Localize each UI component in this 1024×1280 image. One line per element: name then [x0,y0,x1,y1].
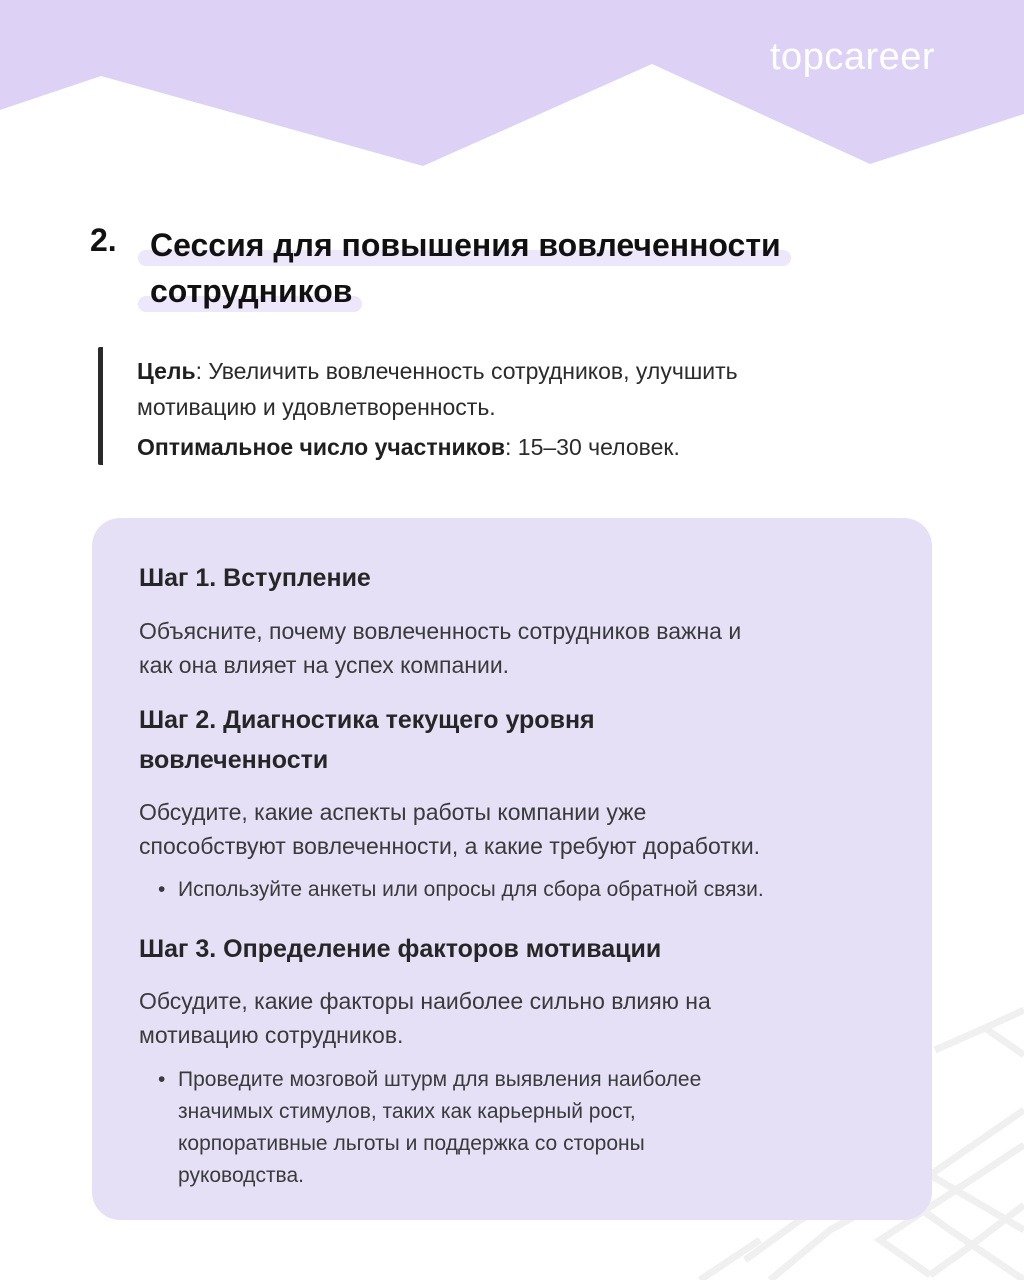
step-1-text-line: как она влияет на успех компании. [139,652,510,678]
step-2-title-line: вовлеченности [139,746,329,774]
bullet-icon: • [158,878,166,901]
bullet-text-line: Проведите мозговой штурм для выявления наиболее [178,1068,702,1091]
bullet-text-line: корпоративные льготы и поддержка со стороны [178,1132,645,1155]
bullet-text-line: руководства. [178,1164,304,1187]
step-2-title [139,700,595,780]
step-2-bullet [158,874,858,906]
goal-line [137,353,857,389]
topcareer-logo: topcareer [770,36,936,78]
bullet-text-line: значимых стимулов, таких как карьерный рост, [178,1100,636,1123]
section-title-line-1: Сессия для повышения вовлеченности [138,222,787,268]
step-1-text [139,614,899,682]
step-3-text-line: мотивацию сотрудников. [139,1022,404,1048]
step-3-title: Шаг 3. Определение факторов мотивации [139,935,662,963]
step-3-text [139,984,899,1052]
header-zigzag-band [0,0,1024,180]
bullet-icon: • [158,1068,166,1091]
goal-text: : Увеличить вовлеченность сотрудников, улучшить [195,358,738,384]
step-1-text-line: Объясните, почему вовлеченность сотрудников важна и [139,618,742,644]
steps-card [92,518,932,1220]
step-2-text-line: Обсудите, какие аспекты работы компании уже [139,799,647,825]
step-2-title-line: Шаг 2. Диагностика текущего уровня [139,706,595,734]
step-3-bullet [158,1064,858,1192]
section-title-line-2: сотрудников [138,268,358,314]
bullet-text: Используйте анкеты или опросы для сбора обратной связи. [178,878,764,901]
section-number: 2. [90,222,117,258]
goal-quote-block [98,347,863,465]
participants-line [137,429,857,465]
step-1-title: Шаг 1. Вступление [139,564,371,592]
goal-label: Цель [137,358,196,384]
participants-value: : 15–30 человек. [505,434,680,460]
participants-label: Оптимальное число участников [137,434,506,460]
step-3-text-line: Обсудите, какие факторы наиболее сильно влияю на [139,988,711,1014]
step-2-text-line: способствуют вовлеченности, а какие требуют доработки. [139,833,761,859]
goal-text-cont: мотивацию и удовлетворенность. [137,394,496,420]
step-2-text [139,795,899,863]
